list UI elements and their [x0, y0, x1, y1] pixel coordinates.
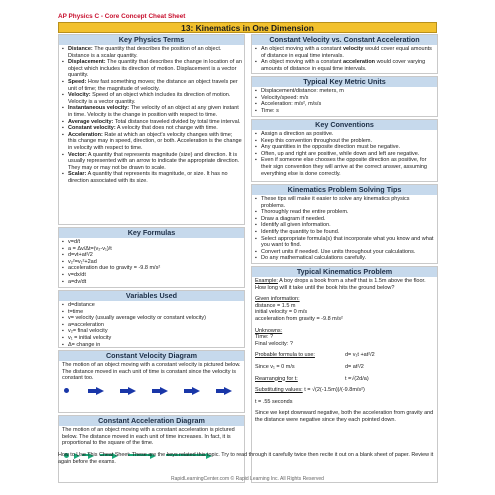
cad-text: The motion of an object moving with a constant acceleration is pictured below. The distance moved in each unit of time increases. In fact, it is proportional to the square of the time.	[62, 427, 235, 447]
section-heading: Variables Used	[59, 291, 244, 301]
given-item: distance = 1.5 m	[255, 302, 296, 309]
formula-item: ▪ v=dx/dt	[62, 272, 242, 279]
subst-text: t = √(2(-1.5m))/(-9.8m/s²)	[302, 387, 365, 394]
tip-item: ▪ Select appropriate formula(s) that incorporate what you know and what you want to find.	[255, 236, 435, 249]
example-label: Example:	[255, 278, 278, 284]
convention-item: ▪ Keep this convention throughout the problem.	[255, 138, 435, 145]
given-item: initial velocity = 0 m/s	[255, 309, 308, 316]
variable-item: ▪ v₂= final velocity	[62, 328, 242, 335]
cvca-text: An object moving with a constant	[261, 59, 343, 66]
term-definition: The quantity that describes the change in location of an object which includes its direction of motion. Displacement is a vector quantity.	[68, 59, 242, 79]
formula-item: ▪ a = Δv/Δt=(v₂-v₁)/t	[62, 246, 242, 253]
unknown-item: Time: ?	[255, 334, 274, 341]
arrow-right-icon	[224, 387, 232, 395]
units-list	[255, 88, 435, 114]
conventions-list	[255, 131, 435, 177]
tip-item: ▪ Draw a diagram if needed.	[255, 216, 435, 223]
result-note: Since we kept downward negative, both the acceleration from gravity and the distance were negative since they each pointed down.	[255, 410, 434, 423]
term-item	[62, 132, 242, 152]
solution-step: Since v₁ = 0 m/s	[255, 363, 295, 370]
cvca-item	[255, 59, 435, 72]
term-name: Constant velocity:	[68, 125, 116, 132]
unknowns-list	[255, 334, 435, 347]
convention-item: ▪ Even if someone else chooses the opposite direction as positive, for their sign convention they will arrive at the correct answer, assuming everything else is done correctly.	[255, 157, 435, 177]
tip-item: ▪ Do any mathematical calculations carefully.	[255, 255, 435, 262]
given-label: Given information:	[255, 296, 300, 303]
example	[255, 278, 435, 291]
constant-acceleration-diagram-section	[58, 415, 245, 483]
tip-item: ▪ Identify all given information.	[255, 222, 435, 229]
tip-item: ▪ Identify the quantity to be found.	[255, 229, 435, 236]
term-item	[62, 152, 242, 172]
given-list	[255, 303, 435, 323]
solution-formula: t =√(2d/a)	[345, 375, 369, 382]
constant-velocity-diagram-section	[58, 350, 245, 413]
section-heading: Key Conventions	[252, 120, 437, 130]
convention-item: ▪ Assign a direction as positive.	[255, 131, 435, 138]
section-heading: Typical Kinematics Problem	[252, 267, 437, 277]
term-name: Velocity:	[68, 92, 91, 99]
term-definition: A velocity that does not change with time.	[115, 125, 218, 132]
tip-item: ▪ These tips will make it easier to solve any kinematics physics problems.	[255, 196, 435, 209]
cvca-emph: acceleration	[342, 59, 376, 66]
solution-step: Probable formula to use:	[255, 352, 315, 359]
unit-item: ▪ Velocity/speed: m/s	[255, 95, 435, 102]
variables-list	[62, 302, 242, 348]
unit-item: ▪ Acceleration: m/s², m/s/s	[255, 101, 435, 108]
section-heading: Key Physics Terms	[59, 35, 244, 45]
section-heading: Key Formulas	[59, 228, 244, 238]
arrow-right-icon	[96, 387, 104, 395]
variable-item: ▪ a=acceleration	[62, 322, 242, 329]
term-name: Instantaneous velocity:	[68, 105, 130, 112]
cvca-emph: velocity	[342, 46, 364, 52]
term-item	[62, 105, 242, 118]
term-definition: How fast something moves; the distance an object travels per unit of time; the magnitude of velocity.	[68, 78, 238, 92]
tip-item: ▪ Thoroughly read the entire problem.	[255, 209, 435, 216]
solution-rows	[255, 347, 435, 382]
convention-item: ▪ Often, up and right are positive, while down and left are negative.	[255, 151, 435, 158]
term-definition: A quantity that represents magnitude (size) and direction. It is usually represented with an arrow to indicate the appropriate direction. They may or may not be drawn to scale.	[68, 151, 240, 171]
arrow-right-icon	[160, 387, 168, 395]
units-section	[251, 76, 438, 117]
variable-item: ▪ v₁ = initial velocity	[62, 335, 242, 342]
section-heading: Typical Key Metric Units	[252, 77, 437, 87]
formula-item: ▪ v=d/t	[62, 239, 242, 246]
solution-row	[255, 376, 435, 383]
term-definition: The velocity of an object at any given instant in time. Velocity is the change in position with respect to time.	[68, 105, 239, 118]
section-heading: Constant Acceleration Diagram	[59, 416, 244, 426]
example-text: A boy drops a book from a shelf that is 1.5m above the floor. How long will it take until the book hits the ground below?	[255, 278, 426, 291]
variables-section	[58, 290, 245, 348]
solution-row	[255, 364, 435, 371]
key-formulas-section	[58, 227, 245, 288]
cvca-list	[255, 46, 435, 72]
term-item	[62, 46, 242, 59]
section-heading: Constant Velocity Diagram	[59, 351, 244, 361]
unknown-item: Final velocity: ?	[255, 340, 293, 347]
constant-velocity-diagram	[62, 384, 242, 398]
term-item	[62, 125, 242, 132]
solution-row	[255, 352, 435, 359]
tip-item: ▪ Convert units if needed. Use units throughout your calculations.	[255, 249, 435, 256]
solution-formula: d= v₁t +at²/2	[345, 352, 375, 359]
dot-icon	[64, 388, 69, 393]
term-name: Scalar:	[68, 171, 87, 178]
formula-item: ▪ v₂²=v₁²+2ad	[62, 259, 242, 266]
problem-body	[252, 277, 437, 424]
term-name: Acceleration:	[68, 131, 103, 138]
term-definition: A quantity that represents its magnitude, or size. It has no direction associated with its size.	[68, 171, 228, 184]
variable-item: ▪ v= velocity (usually average velocity or constant velocity)	[62, 315, 242, 322]
formula-item: ▪ a=dv/dt	[62, 279, 242, 286]
arrow-right-icon	[128, 387, 136, 395]
section-heading: Constant Velocity vs. Constant Acceleration	[252, 35, 437, 45]
term-item	[62, 59, 242, 79]
formulas-list	[62, 239, 242, 285]
result: t = .55 seconds	[255, 398, 293, 405]
section-heading: Kinematics Problem Solving Tips	[252, 185, 437, 195]
term-name: Displacement:	[68, 59, 106, 66]
term-item	[62, 171, 242, 184]
formula-item: ▪ acceleration due to gravity = -9.8 m/s²	[62, 265, 242, 272]
variable-item: ▪ t=time	[62, 309, 242, 316]
cvca-text: would cover equal amounts of distance in equal time intervals.	[261, 46, 432, 59]
term-definition: Total distance traveled divided by total time interval.	[113, 118, 241, 125]
term-item	[62, 92, 242, 105]
term-item	[62, 79, 242, 92]
given-item: acceleration from gravity = -9.8 m/s²	[255, 315, 343, 322]
subst-label: Substituting values:	[255, 387, 303, 394]
term-definition: Rate at which an object's velocity changes with time; this change may in speed, direction, or both. Acceleration is the change in velocity with respect to time.	[68, 131, 242, 151]
term-name: Average velocity:	[68, 118, 114, 125]
term-definition: The quantity that describes the position of an object. Distance is a scalar quantity.	[68, 46, 222, 59]
cvca-item	[255, 46, 435, 59]
term-name: Vector:	[68, 151, 87, 158]
term-name: Distance:	[68, 46, 93, 52]
variable-item: ▪ d=distance	[62, 302, 242, 309]
copyright-footer: RapidLearningCenter.com © Rapid Learning Inc. All Rights Reserved	[171, 476, 324, 482]
unknowns-label: Unknowns:	[255, 327, 283, 334]
solution-formula: d= at²/2	[345, 363, 364, 370]
cvd-text: The motion of an object moving with a constant velocity is pictured below. The distance moved in each unit of time is constant since the velocity is constant too.	[62, 362, 241, 382]
key-physics-terms-section	[58, 34, 245, 225]
convention-item: ▪ Any quantities in the opposite direction must be negative.	[255, 144, 435, 151]
term-name: Speed:	[68, 78, 87, 85]
usage-note: How to Use This Cheat Sheet: These are the keys related this topic. Try to read through it carefully twice then recite it out on a blank sheet of paper. Review it again before the exams.	[58, 452, 434, 465]
term-definition: Speed of an object which includes its direction of motion. Velocity is a vector quantity.	[68, 92, 231, 105]
arrow-right-icon	[192, 387, 200, 395]
cvca-text: An object moving with a constant	[261, 46, 343, 52]
substitution	[255, 387, 435, 394]
cv-vs-ca-section	[251, 34, 438, 74]
solution-step: Rearranging for t:	[255, 375, 298, 382]
term-item	[62, 119, 242, 126]
variable-item: ▪ Δ= change in	[62, 342, 242, 349]
typical-problem-section	[251, 266, 438, 483]
cvca-text: would cover varying amounts of distance in equal time intervals.	[261, 59, 426, 72]
page-title: 13: Kinematics in One Dimension	[58, 22, 437, 33]
tips-section	[251, 184, 438, 264]
unit-item: ▪ Time: s	[255, 108, 435, 115]
unit-item: ▪ Displacement/distance: meters, m	[255, 88, 435, 95]
sheet-header: AP Physics C - Core Concept Cheat Sheet	[58, 13, 186, 20]
formula-item: ▪ d=vt+at²/2	[62, 252, 242, 259]
tips-list	[255, 196, 435, 262]
conventions-section	[251, 119, 438, 182]
terms-list	[62, 46, 242, 184]
